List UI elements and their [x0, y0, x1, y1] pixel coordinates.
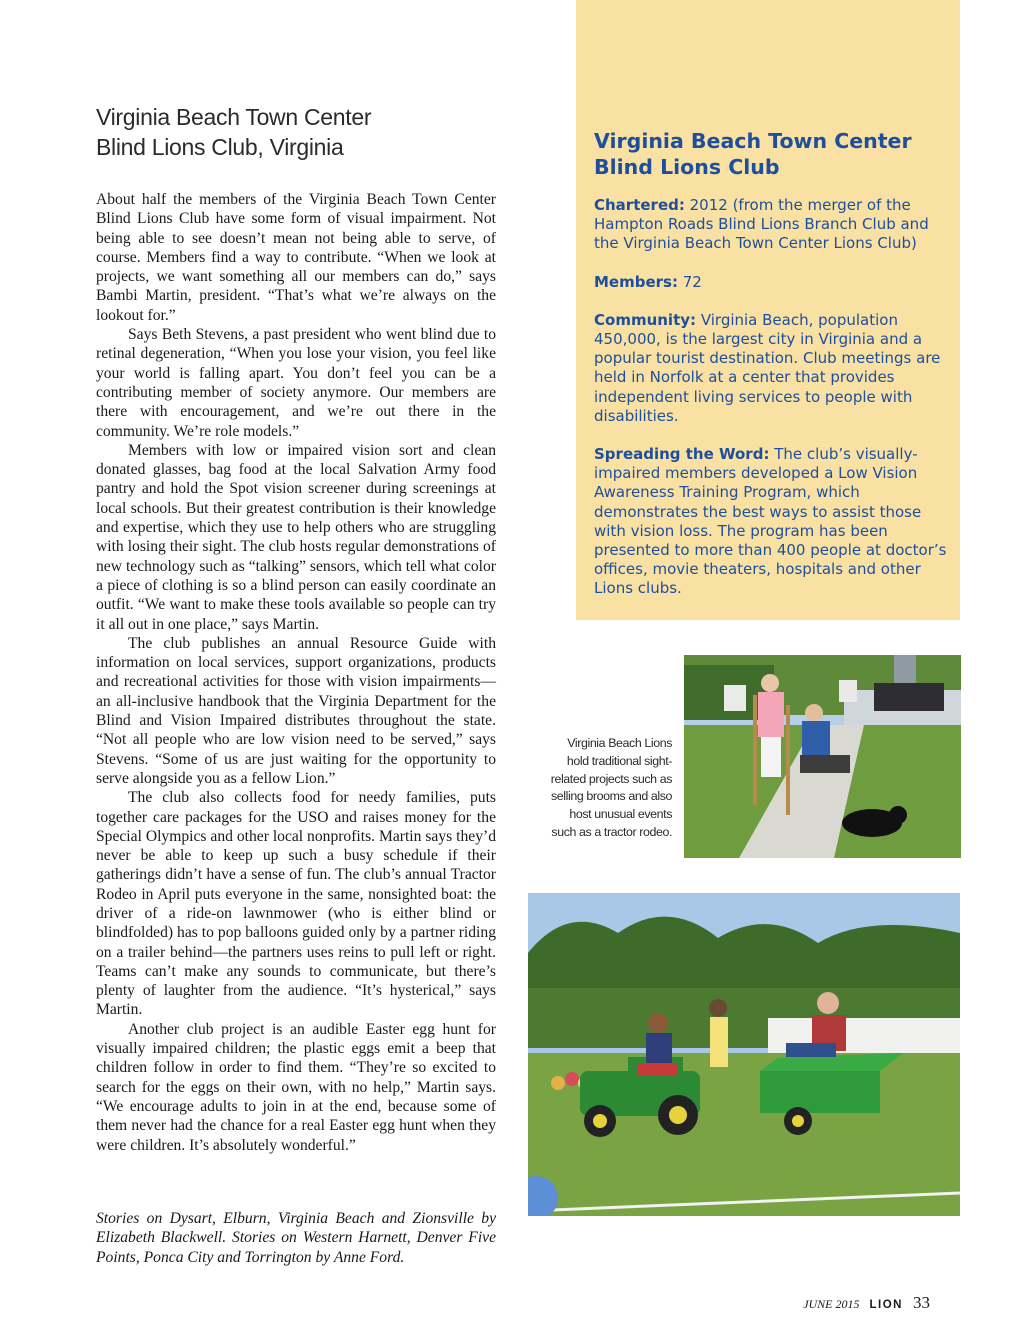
fact-chartered: [594, 196, 949, 254]
fact-spreading-label: Spreading the Word:: [594, 445, 770, 464]
fact-community: [594, 311, 949, 426]
fact-box-content: [594, 128, 949, 618]
fact-community-text: Virginia Beach, population 450,000, is the largest city in Virginia and a popular tourist destination. Club meetings are held in Norfolk at a center that provides independent living services to people with disabilities.: [594, 310, 941, 425]
fact-box-title-line-1: Virginia Beach Town Center: [594, 129, 912, 153]
fact-chartered-label: Chartered:: [594, 196, 685, 214]
photo-caption: Virginia Beach Lions hold traditional sight-related projects such as selling brooms and also host unusual events such as a tractor rodeo.: [550, 736, 672, 839]
article-paragraph: Another club project is an audible Easter egg hunt for visually impaired children; the plastic eggs emit a beep that children follow in order to find them. “They’re so excited to search for the eggs on their own, with no help,” Martin says. “We encourage adults to join in at the end, because some of them never had the chance for a real Easter egg hunt when they were children. It’s absolutely wonderful.”: [96, 1020, 496, 1154]
club-fact-box: [576, 0, 960, 620]
article-paragraph: The club also collects food for needy families, puts together care packages for the USO and raises money for the Special Olympics and other local nonprofits. Martin says they’d never be able to keep up such a busy schedule if their gatherings didn’t have a sense of fun. The club’s annual Tractor Rodeo in April puts everyone in the same, nonsighted boat: the driver of a ride-on lawnmower (who is either blind or blindfolded) has to pop balloons guided only by a partner riding on a trailer behind—the partners uses reins to pull left or right. Teams can’t make any sounds to communicate, but there’s plenty of laughter from the audience. “It’s hysterical,” says Martin.: [96, 789, 496, 1019]
fact-community-label: Community:: [594, 310, 697, 329]
page-number: 33: [913, 1293, 930, 1312]
magazine-name: LION: [869, 1299, 903, 1311]
photo-tractor-rodeo: [528, 893, 960, 1216]
fact-members-label: Members:: [594, 272, 678, 291]
article-title: [96, 102, 516, 162]
article-paragraph: Members with low or impaired vision sort and clean donated glasses, bag food at the local Salvation Army food pantry and hold the Spot vision screener during screenings at local schools. But their greatest contribution is their knowledge and expertise, which they use to help others who are struggling with losing their sight. The club hosts regular demonstrations of new technology such as “talking” sensors, which tell what color a piece of clothing is so a blind person can easily coordinate an outfit. “We want to make these tools available so people can try it all out in one place,” says Martin.: [96, 441, 496, 633]
fact-chartered-text: 2012 (from the merger of the Hampton Roads Blind Lions Branch Club and the Virginia Beach Town Center Lions Club): [594, 196, 929, 253]
photo-tractor-rodeo-image: [528, 893, 960, 1216]
article-title-line-2: Blind Lions Club, Virginia: [96, 134, 344, 160]
fact-spreading-text: The club’s visually-impaired members developed a Low Vision Awareness Training Program, which demonstrates the best ways to assist those with vision loss. The program has been presented to more than 400 people at doctor’s offices, movie theaters, hospitals and other Lions clubs.: [594, 445, 947, 598]
fact-members-text: 72: [682, 272, 702, 291]
story-credits: Stories on Dysart, Elburn, Virginia Beach and Zionsville by Elizabeth Blackwell. Stories on Western Harnett, Denver Five Points, Ponca City and Torrington by Anne Ford.: [96, 1210, 496, 1266]
photo-lions-selling-brooms-image: [684, 655, 961, 858]
fact-box-title-line-2: Blind Lions Club: [594, 155, 780, 179]
article-paragraph: The club publishes an annual Resource Guide with information on local services, support organizations, products and recreational activities for those with vision impairments—an all-inclusive handbook that the Virginia Department for the Blind and Vision Impaired distributes throughout the state. “Not all people who are low vision need to be served,” says Stevens. “Some of us are just waiting for the opportunity to serve alongside you as a fellow Lion.”: [96, 634, 496, 787]
article-title-line-1: Virginia Beach Town Center: [96, 104, 372, 130]
article-paragraph: Says Beth Stevens, a past president who went blind due to retinal degeneration, “When you lose your vision, you feel like your world is falling apart. You don’t feel you can be a contributing member of society anymore. Our members are there with encouragement, and we’re out there in the community. We’re role models.”: [96, 326, 496, 440]
issue-date: JUNE 2015: [803, 1297, 860, 1311]
fact-spreading-the-word: [594, 445, 949, 599]
article-paragraph: About half the members of the Virginia Beach Town Center Blind Lions Club have some form of visual impairment. Not being able to see doesn’t mean not being able to serve, of course. Members find a way to contribute. “When we look at projects, we want something all our members can do,” says Bambi Martin, president. “That’s what we’re always on the lookout for.”: [96, 191, 496, 324]
article-body: [96, 190, 496, 1155]
fact-box-title: [594, 128, 949, 180]
page-footer: [803, 1293, 930, 1313]
photo-lions-selling-brooms: [684, 655, 961, 858]
fact-members: [594, 273, 949, 292]
